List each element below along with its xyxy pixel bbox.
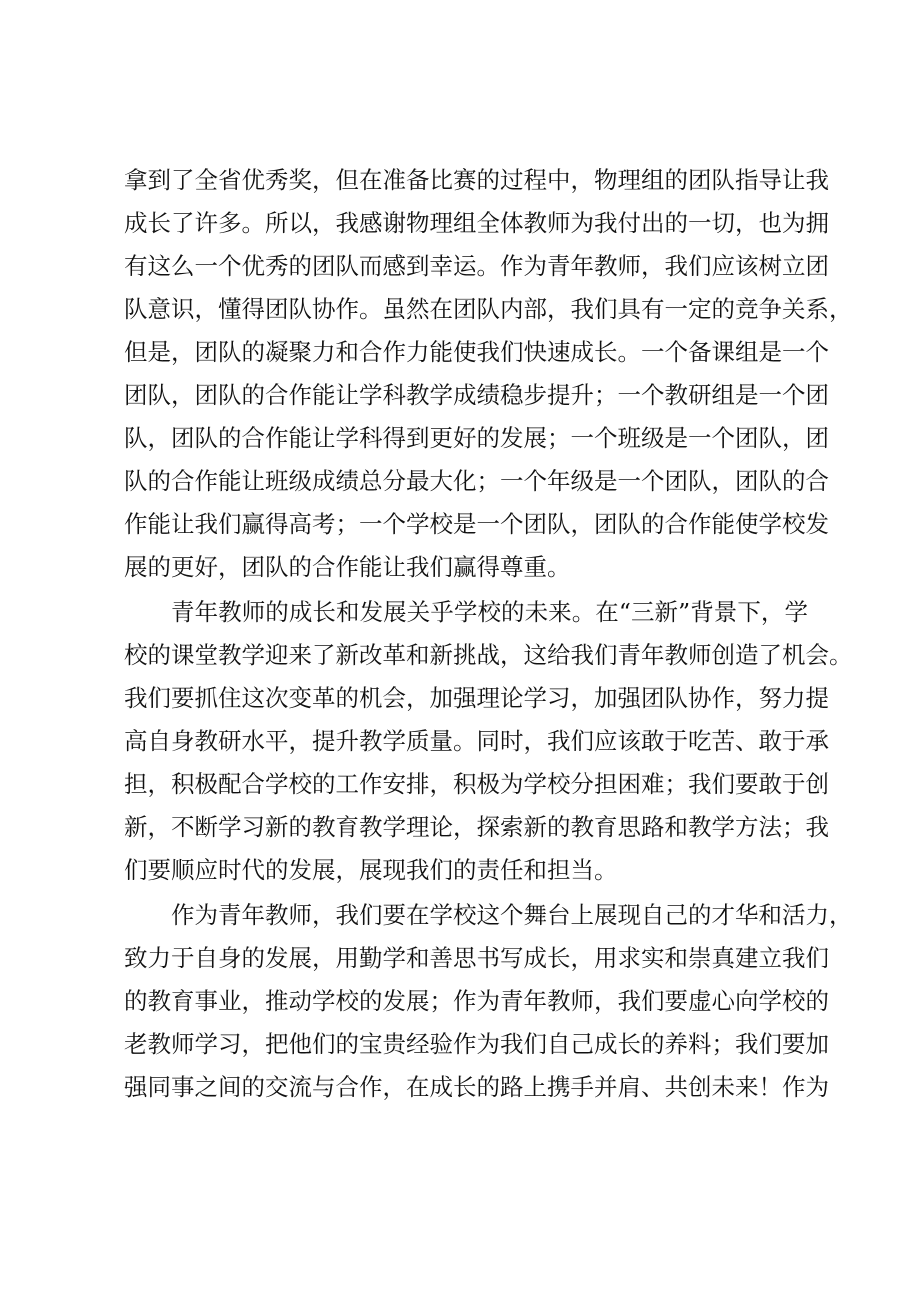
text-line: 们要顺应时代的发展，展现我们的责任和担当。 [124, 856, 618, 884]
text-line: 团队，团队的合作能让学科教学成绩稳步提升；一个教研组是一个团 [124, 381, 829, 409]
text-line: 校的课堂教学迎来了新改革和新挑战，这给我们青年教师创造了机会。 [124, 641, 853, 669]
text-line: 队的合作能让班级成绩总分最大化；一个年级是一个团队，团队的合 [124, 467, 829, 495]
text-line: 拿到了全省优秀奖，但在准备比赛的过程中，物理组的团队指导让我 [124, 166, 829, 194]
text-line: 作能让我们赢得高考；一个学校是一个团队，团队的合作能使学校发 [124, 510, 829, 538]
paragraph-first-line: 作为青年教师，我们要在学校这个舞台上展现自己的才华和活力， [171, 901, 853, 929]
text-line: 致力于自身的发展，用勤学和善思书写成长，用求实和崇真建立我们 [124, 944, 829, 972]
text-line: 队，团队的合作能让学科得到更好的发展；一个班级是一个团队，团 [124, 424, 829, 452]
text-line: 的教育事业，推动学校的发展；作为青年教师，我们要虚心向学校的 [124, 987, 829, 1015]
text-line: 担，积极配合学校的工作安排，积极为学校分担困难；我们要敢于创 [124, 770, 829, 798]
text-line: 新，不断学习新的教育教学理论，探索新的教育思路和教学方法；我 [124, 813, 829, 841]
text-line: 队意识，懂得团队协作。虽然在团队内部，我们具有一定的竞争关系， [124, 295, 853, 323]
text-line: 但是，团队的凝聚力和合作力能使我们快速成长。一个备课组是一个 [124, 338, 829, 366]
text-line: 成长了许多。所以，我感谢物理组全体教师为我付出的一切，也为拥 [124, 209, 829, 237]
text-line: 老教师学习，把他们的宝贵经验作为我们自己成长的养料；我们要加 [124, 1030, 829, 1058]
paragraph-first-line: 青年教师的成长和发展关乎学校的未来。在“三新”背景下，学 [171, 598, 808, 626]
text-line: 展的更好，团队的合作能让我们赢得尊重。 [124, 553, 571, 581]
text-line: 我们要抓住这次变革的机会，加强理论学习，加强团队协作，努力提 [124, 684, 829, 712]
text-line: 有这么一个优秀的团队而感到幸运。作为青年教师，我们应该树立团 [124, 252, 829, 280]
text-line: 高自身教研水平，提升教学质量。同时，我们应该敢于吃苦、敢于承 [124, 727, 829, 755]
text-line: 强同事之间的交流与合作，在成长的路上携手并肩、共创未来！作为 [124, 1073, 829, 1101]
